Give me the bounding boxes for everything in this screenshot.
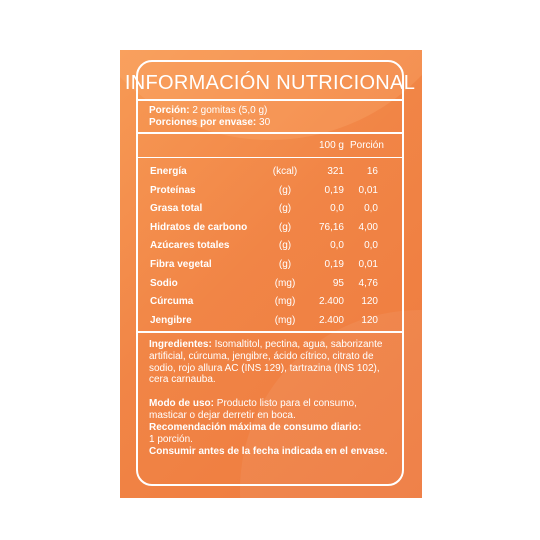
value-per-100g: 0,0 <box>330 240 344 252</box>
nutrient-unit: (g) <box>278 259 292 270</box>
value-per-100g: 95 <box>332 277 344 289</box>
serving-size-label: Porción: <box>149 105 190 116</box>
nutrient-name: Energía <box>150 166 187 177</box>
nutrient-name: Jengibre <box>150 314 192 326</box>
nutrient-unit: (g) <box>278 184 292 196</box>
value-per-portion: 4,76 <box>358 277 378 289</box>
divider <box>137 99 403 101</box>
value-per-portion: 4,00 <box>358 221 378 233</box>
value-per-100g: 0,19 <box>324 259 344 270</box>
nutrient-unit: (mg) <box>274 277 296 289</box>
nutrient-name: Proteínas <box>150 184 196 196</box>
divider <box>137 132 403 134</box>
serving-size-value: 2 gomitas (5,0 g) <box>192 105 268 116</box>
ingredients-text: Isomaltitol, pectina, agua, saborizante artificial, cúrcuma, jengibre, ácido cítrico, citrato de sodio, rojo allura AC (INS 129), tartrazina (INS 102), cera carnauba. <box>149 339 383 386</box>
value-per-portion: 120 <box>361 296 378 308</box>
max-dose-block <box>149 422 397 446</box>
value-per-portion: 16 <box>366 166 378 177</box>
value-per-portion: 0,01 <box>358 259 378 270</box>
value-per-100g: 76,16 <box>318 221 344 233</box>
best-before-text: Consumir antes de la fecha indicada en el envase. <box>149 446 388 457</box>
nutrient-unit: (kcal) <box>272 166 298 177</box>
servings-per-pack-label: Porciones por envase: <box>149 117 257 128</box>
nutrient-unit: (g) <box>278 240 292 252</box>
value-per-100g: 0,0 <box>330 203 344 215</box>
usage-label: Modo de uso: <box>149 398 214 409</box>
value-per-portion: 0,01 <box>358 184 378 196</box>
nutrient-unit: (mg) <box>274 296 296 308</box>
panel-title: INFORMACIÓN NUTRICIONAL <box>124 72 416 94</box>
column-header-portion: Porción <box>350 140 384 151</box>
value-per-portion: 120 <box>361 314 378 326</box>
servings-per-pack <box>149 117 270 129</box>
nutrient-unit: (g) <box>278 221 292 233</box>
value-per-100g: 2.400 <box>318 296 344 308</box>
nutrient-name: Azúcares totales <box>150 240 230 252</box>
nutrient-name: Cúrcuma <box>150 296 194 308</box>
ingredients-label: Ingredientes: <box>149 339 212 350</box>
servings-per-pack-value: 30 <box>259 117 271 128</box>
value-per-100g: 0,19 <box>324 184 344 196</box>
nutrient-name: Hidratos de carbono <box>150 221 248 233</box>
nutrient-unit: (mg) <box>274 314 296 326</box>
serving-size <box>149 105 267 117</box>
ingredients-block <box>149 339 397 386</box>
nutrient-name: Grasa total <box>150 203 203 215</box>
column-header-100g: 100 g <box>318 140 344 151</box>
divider <box>137 157 403 158</box>
value-per-portion: 0,0 <box>364 203 378 215</box>
divider <box>137 331 403 333</box>
max-dose-label: Recomendación máxima de consumo diario: <box>149 422 362 433</box>
usage-block <box>149 398 397 422</box>
usage-text: Producto listo para el consumo, masticar o dejar derretir en boca. <box>149 398 357 421</box>
nutrient-name: Fibra vegetal <box>150 259 212 270</box>
max-dose-text: 1 porción. <box>149 433 193 445</box>
value-per-portion: 0,0 <box>364 240 378 252</box>
value-per-100g: 2.400 <box>318 314 344 326</box>
value-per-100g: 321 <box>327 166 344 177</box>
nutrient-unit: (g) <box>278 203 292 215</box>
nutrient-name: Sodio <box>150 277 178 289</box>
